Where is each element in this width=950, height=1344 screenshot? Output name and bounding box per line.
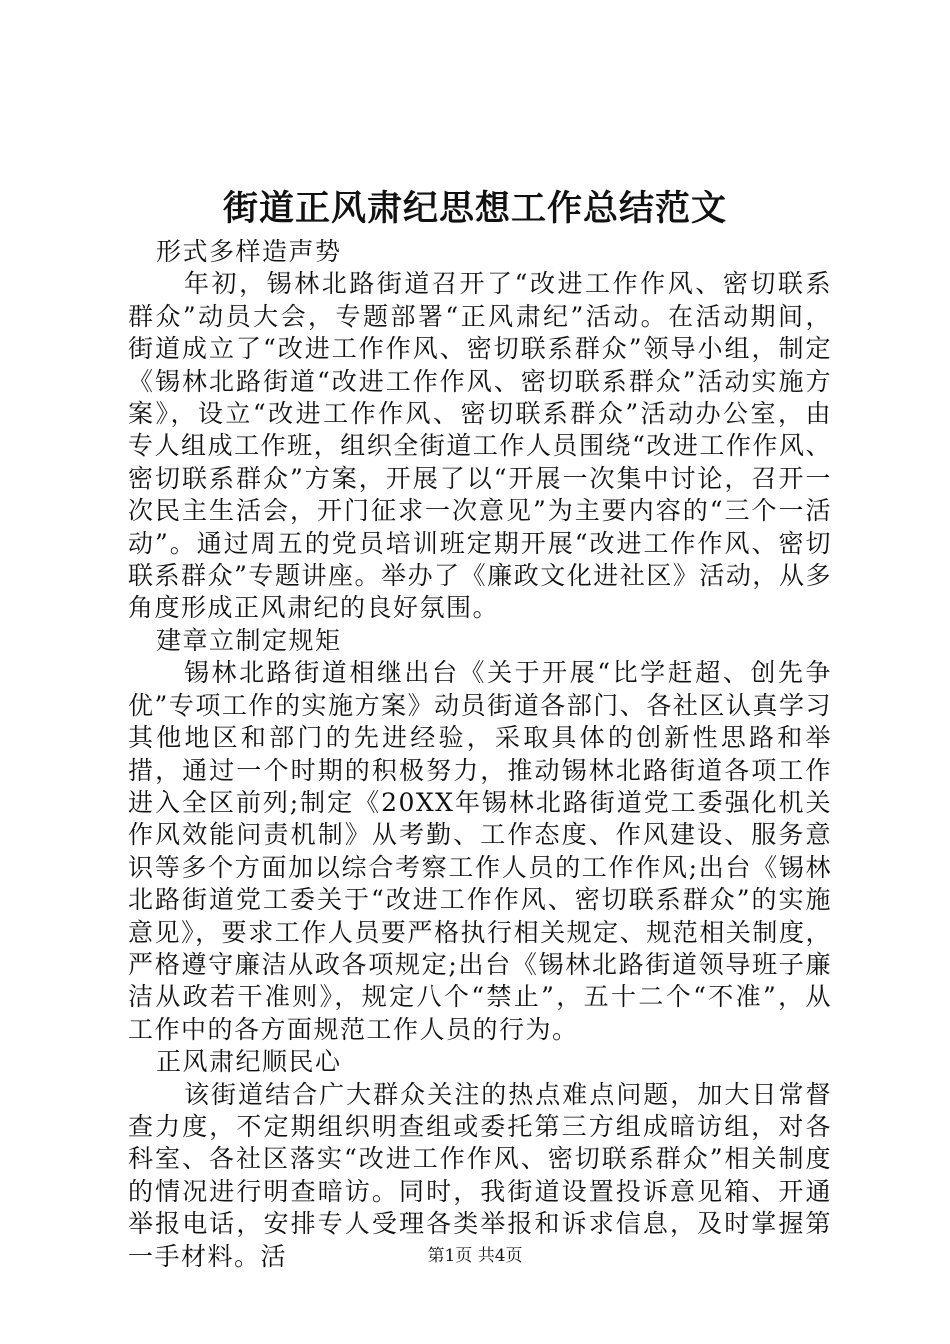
document-title: 街道正风肃纪思想工作总结范文 (222, 188, 727, 229)
section-heading: 形式多样造声势 (156, 237, 342, 266)
section-paragraph: 锡林北路街道相继出台《关于开展“比学赶超、创先争优”专项工作的实施方案》动员街道各部门、各社区认真学习其他地区和部门的先进经验，采取具体的创新性思路和举措，通过一个时期的积极努力，推动锡林北路街道各项工作进入全区前列;制定《20XX年锡林北路街道党工委强化机关作风效能问责机制》从考勤、工作态度、作风建设、服务意识等多个方面加以综合考察工作人员的工作作风;出台《锡林北路街道党工委关于“改进工作作风、密切联系群众”的实施意见》，要求工作人员要严格执行相关规定、规范相关制度，严格遵守廉洁从政各项规定;出台《锡林北路街道领导班子廉洁从政若干准则》，规定八个“禁止”，五十二个“不准”，从工作中的各方面规范工作人员的行为。 (128, 658, 832, 1044)
section-heading: 建章立制定规矩 (156, 625, 342, 655)
section-paragraph: 年初，锡林北路街道召开了“改进工作作风、密切联系群众”动员大会，专题部署“正风肃纪”活动。在活动期间，街道成立了“改进工作作风、密切联系群众”领导小组，制定《锡林北路街道“改进工作作风、密切联系群众”活动实施方案》，设立“改进工作作风、密切联系群众”活动办公室，由专人组成工作班，组织全街道工作人员围绕“改进工作作风、密切联系群众”方案，开展了以“开展一次集中讨论，召开一次民主生活会，开门征求一次意见”为主要内容的“三个一活动”。通过周五的党员培训班定期开展“改进工作作风、密切联系群众”专题讲座。举办了《廉政文化进社区》活动，从多角度形成正风肃纪的良好氛围。 (128, 269, 832, 623)
page-footer: 第1页 共4页 (427, 1246, 523, 1266)
section-heading: 正风肃纪顺民心 (156, 1047, 342, 1077)
document-body (128, 236, 832, 1273)
section-paragraph: 该街道结合广大群众关注的热点难点问题，加大日常督查力度，不定期组织明查组或委托第三方组成暗访组，对各科室、各社区落实“改进工作作风、密切联系群众”相关制度的情况进行明查暗访。同时，我街道设置投诉意见箱、开通举报电话，安排专人受理各类举报和诉求信息，及时掌握第一手材料。活 (128, 1079, 832, 1271)
